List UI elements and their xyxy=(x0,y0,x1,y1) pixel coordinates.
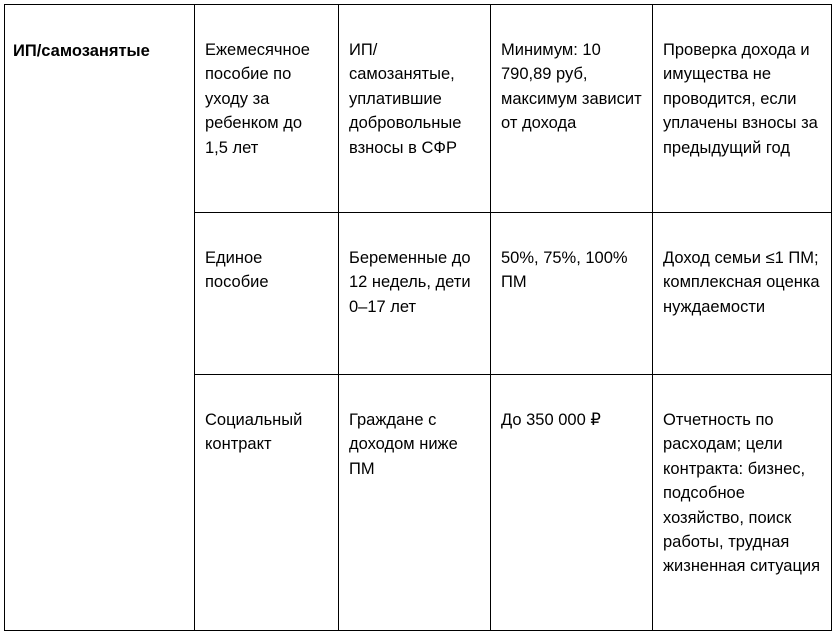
recipients-cell: Граждане с доходом ниже ПМ xyxy=(339,375,491,631)
benefit-cell: Единое пособие xyxy=(195,213,339,375)
benefit-cell: Социальный контракт xyxy=(195,375,339,631)
benefit-cell: Ежемесячное пособие по уходу за ребенком до 1,5 лет xyxy=(195,5,339,213)
conditions-cell: Отчетность по расходам; цели контракта: бизнес, подсобное хозяйство, поиск работы, трудная жизненная ситуация xyxy=(653,375,832,631)
amount-cell: 50%, 75%, 100% ПМ xyxy=(491,213,653,375)
benefits-table xyxy=(4,4,832,631)
amount-cell: Минимум: 10 790,89 руб, максимум зависит от дохода xyxy=(491,5,653,213)
recipients-cell: ИП/самозанятые, уплатившие добровольные взносы в СФР xyxy=(339,5,491,213)
group-label-cell: ИП/самозанятые xyxy=(5,5,195,631)
table-row xyxy=(5,5,832,213)
recipients-cell: Беременные до 12 недель, дети 0–17 лет xyxy=(339,213,491,375)
conditions-cell: Доход семьи ≤1 ПМ; комплексная оценка нуждаемости xyxy=(653,213,832,375)
conditions-cell: Проверка дохода и имущества не проводится, если уплачены взносы за предыдущий год xyxy=(653,5,832,213)
amount-cell: До 350 000 ₽ xyxy=(491,375,653,631)
